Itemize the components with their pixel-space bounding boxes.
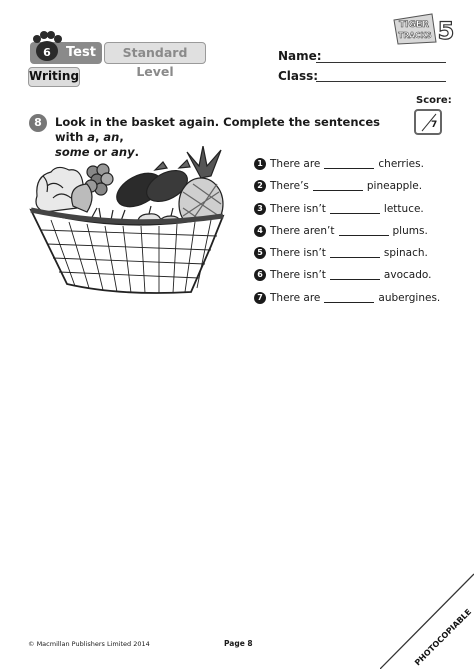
answer-blank[interactable] — [339, 226, 389, 236]
sentence-2: 2 There’s pineapple. — [254, 180, 422, 192]
sentence-number: 6 — [254, 269, 266, 281]
paw-print-icon — [30, 30, 64, 64]
photocopiable-label: PHOTOCOPIABLE — [413, 607, 474, 668]
sentence-1: 1 There are cherries. — [254, 158, 424, 170]
svg-text:TRACKS: TRACKS — [398, 31, 432, 40]
name-label: Name: — [278, 49, 322, 63]
sentence-4: 4 There aren’t plums. — [254, 225, 428, 237]
sentence-number: 4 — [254, 225, 266, 237]
sentence-number: 5 — [254, 247, 266, 259]
answer-blank[interactable] — [330, 204, 380, 214]
class-field[interactable] — [316, 81, 446, 82]
answer-blank[interactable] — [330, 248, 380, 258]
score-total: 7 — [431, 120, 438, 130]
tiger-tracks-logo — [392, 12, 456, 46]
svg-text:5: 5 — [437, 17, 455, 45]
sentence-6: 6 There isn’t avocado. — [254, 269, 431, 281]
sentence-7: 7 There are aubergines. — [254, 292, 440, 304]
photocopiable-corner — [380, 570, 474, 669]
sentence-number: 7 — [254, 292, 266, 304]
copyright-text: © Macmillan Publishers Limited 2014 — [28, 640, 150, 648]
answer-blank[interactable] — [324, 159, 374, 169]
exercise-instruction: Look in the basket again. Complete the sentences with a, an, some or any. — [55, 115, 380, 159]
level-badge: Standard Level — [104, 42, 206, 64]
sentence-number: 3 — [254, 203, 266, 215]
answer-blank[interactable] — [330, 270, 380, 280]
unit-number: 6 — [43, 46, 51, 59]
score-label: Score: — [416, 95, 452, 106]
section-badge: Writing — [28, 67, 80, 87]
svg-text:TIGER: TIGER — [399, 20, 429, 30]
score-box[interactable] — [414, 109, 442, 135]
answer-blank[interactable] — [324, 293, 374, 303]
sentence-number: 1 — [254, 158, 266, 170]
sentence-number: 2 — [254, 180, 266, 192]
test-label: Test — [66, 45, 96, 60]
exercise-number: 8 — [29, 114, 47, 132]
page-number: Page 8 — [224, 639, 253, 648]
fruit-basket-illustration — [27, 146, 227, 298]
answer-blank[interactable] — [313, 181, 363, 191]
sentence-5: 5 There isn’t spinach. — [254, 247, 428, 259]
name-field[interactable] — [316, 62, 446, 63]
sentence-3: 3 There isn’t lettuce. — [254, 203, 424, 215]
class-label: Class: — [278, 69, 319, 83]
